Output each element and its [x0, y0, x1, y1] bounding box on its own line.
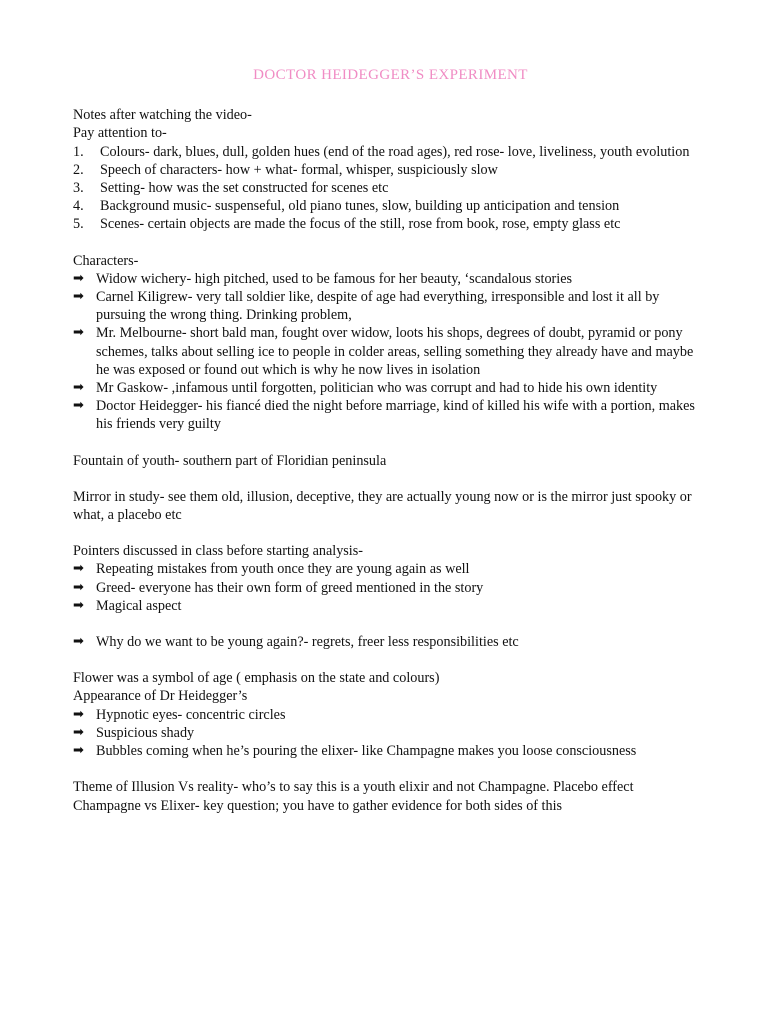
arrow-right-icon: ➡: [73, 270, 84, 286]
fountain-note: Fountain of youth- southern part of Floridian peninsula: [73, 452, 387, 469]
attention-item: 3. Setting- how was the set constructed for scenes etc: [73, 180, 389, 197]
characters-list: [73, 270, 708, 434]
pointers-heading: Pointers discussed in class before starting analysis-: [73, 543, 363, 560]
why-young-list: [73, 633, 708, 651]
document-title: DOCTOR HEIDEGGER’S EXPERIMENT: [253, 67, 528, 83]
appearance-heading: Appearance of Dr Heidegger’s: [73, 688, 248, 705]
pointers-list: [73, 560, 708, 615]
arrow-right-icon: ➡: [73, 579, 84, 595]
pointer-item: ➡ Repeating mistakes from youth once they are young again as well: [73, 561, 470, 578]
arrow-right-icon: ➡: [73, 634, 84, 650]
character-item: ➡ Mr Gaskow- ,infamous until forgotten, politician who was corrupt and had to hide his own identity: [73, 380, 658, 397]
arrow-right-icon: ➡: [73, 289, 84, 305]
attention-item: 1. Colours- dark, blues, dull, golden hues (end of the road ages), red rose- love, liveliness, youth evolution: [73, 143, 690, 160]
character-item: ➡ Carnel Kiligrew- very tall soldier like, despite of age had everything, irresponsible and lost it all by pursuing the wrong thing. Drinking problem,: [73, 289, 660, 324]
arrow-right-icon: ➡: [73, 561, 84, 577]
theme-note: Theme of Illusion Vs reality- who’s to say this is a youth elixir and not Champagne. Placebo effect: [73, 779, 634, 796]
arrow-right-icon: ➡: [73, 325, 84, 341]
intro-line: Pay attention to-: [73, 125, 167, 142]
pointer-item: ➡ Greed- everyone has their own form of greed mentioned in the story: [73, 579, 484, 596]
appearance-item: ➡ Hypnotic eyes- concentric circles: [73, 706, 286, 723]
arrow-right-icon: ➡: [73, 380, 84, 396]
arrow-right-icon: ➡: [73, 597, 84, 613]
pointer-item: ➡ Magical aspect: [73, 597, 182, 614]
arrow-right-icon: ➡: [73, 743, 84, 759]
appearance-item: ➡ Suspicious shady: [73, 724, 195, 741]
appearance-list: [73, 706, 708, 761]
attention-item: 2. Speech of characters- how + what- formal, whisper, suspiciously slow: [73, 161, 498, 178]
character-item: ➡ Mr. Melbourne- short bald man, fought over widow, loots his shops, degrees of doubt, pyramid or pony schemes, talks about selling ice to people in colder areas, selling something they already have and maybe he was exposed or found out which is why he now lives in isolation: [73, 325, 694, 378]
attention-list: [73, 143, 708, 234]
characters-heading: Characters-: [73, 252, 139, 269]
why-young-item: ➡ Why do we want to be young again?- regrets, freer less responsibilities etc: [73, 634, 519, 651]
arrow-right-icon: ➡: [73, 724, 84, 740]
attention-item: 5. Scenes- certain objects are made the focus of the still, rose from book, rose, empty glass etc: [73, 216, 621, 233]
mirror-note: Mirror in study- see them old, illusion, deceptive, they are actually young now or is the mirror just spooky or what, a placebo etc: [73, 488, 692, 524]
character-item: ➡ Doctor Heidegger- his fiancé died the night before marriage, kind of killed his wife with a portion, makes his friends very guilty: [73, 398, 695, 433]
champagne-note: Champagne vs Elixer- key question; you have to gather evidence for both sides of this: [73, 797, 563, 814]
flower-note: Flower was a symbol of age ( emphasis on the state and colours): [73, 670, 440, 687]
attention-item: 4. Background music- suspenseful, old piano tunes, slow, building up anticipation and tension: [73, 198, 620, 215]
arrow-right-icon: ➡: [73, 706, 84, 722]
appearance-item: ➡ Bubbles coming when he’s pouring the elixer- like Champagne makes you loose consciousness: [73, 743, 637, 760]
intro-line: Notes after watching the video-: [73, 107, 252, 124]
character-item: ➡ Widow wichery- high pitched, used to be famous for her beauty, ‘scandalous stories: [73, 270, 573, 287]
arrow-right-icon: ➡: [73, 398, 84, 414]
